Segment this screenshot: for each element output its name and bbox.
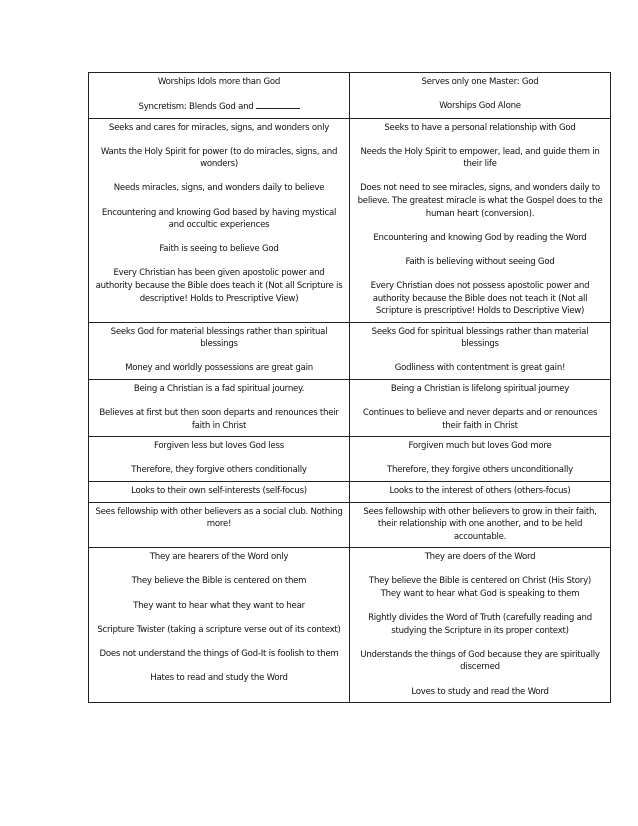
table-row (89, 502, 611, 548)
cell-text: Scripture Twister (taking a scripture verse out of its context) (97, 624, 341, 635)
cell-text: Loves to study and read the Word (411, 686, 549, 697)
cell-text: Continues to believe and never departs and or renounces their faith in Christ (362, 408, 598, 431)
left-cell (89, 118, 350, 322)
table-row (89, 73, 611, 119)
table-row (89, 481, 611, 502)
cell-text: Does not understand the things of God-It is foolish to them (99, 648, 339, 659)
cell-text: Money and worldly possessions are great gain (125, 363, 313, 374)
table-row (89, 548, 611, 703)
cell-text: They are hearers of the Word only (149, 552, 289, 563)
cell-text: Forgiven much but loves God more (408, 441, 552, 452)
cell-text: Every Christian does not possess apostolic power and authority because the Bible does not teach it (Not all Scripture is prescriptive! Holds to Descriptive View) (370, 280, 590, 317)
cell-text: Encountering and knowing God based by having mystical and occultic experiences (101, 207, 337, 231)
left-cell (89, 548, 350, 703)
left-cell (89, 73, 350, 119)
cell-text: Every Christian has been given apostolic power and authority because the Bible does teach it (Not all Scripture is descriptive! Holds to Prescriptive View) (95, 268, 343, 304)
cell-text: Therefore, they forgive others unconditionally (387, 465, 573, 476)
cell-text: They believe the Bible is centered on Christ (His Story) (368, 576, 592, 587)
cell-text: Faith is seeing to believe God (159, 244, 279, 255)
comparison-table (88, 72, 611, 703)
right-cell (350, 437, 611, 482)
right-cell (350, 502, 611, 548)
cell-text: Being a Christian is a fad spiritual journey. (133, 384, 305, 394)
cell-text: Needs the Holy Spirit to empower, lead, and guide them in their life (360, 146, 600, 170)
cell-text: Does not need to see miracles, signs, and wonders daily to believe. The greatest miracle is what the Gospel does to the human heart (conversion). (357, 183, 603, 219)
cell-text: Wants the Holy Spirit for power (to do miracles, signs, and wonders) (100, 146, 338, 170)
right-cell (350, 548, 611, 703)
right-cell (350, 118, 611, 322)
left-cell (89, 437, 350, 482)
cell-text: Worships God Alone (439, 101, 521, 112)
cell-text: Therefore, they forgive others conditionally (131, 465, 307, 476)
left-cell (89, 502, 350, 548)
table-row (89, 118, 611, 322)
cell-text: Looks to their own self-interests (self-focus) (131, 485, 307, 496)
cell-text: Forgiven less but loves God less (154, 441, 284, 452)
right-cell (350, 380, 611, 437)
table-row (89, 380, 611, 437)
cell-text: They want to hear what they want to hear (133, 600, 305, 611)
cell-text-with-blank (94, 100, 344, 114)
cell-text: Believes at first but then soon departs and renounces their faith in Christ (99, 408, 339, 431)
cell-text: Encountering and knowing God by reading the Word (373, 232, 587, 243)
table-row (89, 322, 611, 379)
cell-text: Seeks and cares for miracles, signs, and wonders only (108, 122, 330, 133)
cell-text: They want to hear what God is speaking to them (380, 589, 580, 600)
cell-text: Looks to the interest of others (others-focus) (389, 485, 571, 496)
cell-text: Worships Idols more than God (157, 77, 281, 87)
fill-in-blank-line (256, 100, 300, 109)
cell-text: They are doers of the Word (424, 552, 536, 563)
cell-text: Faith is believing without seeing God (405, 256, 555, 267)
right-cell (350, 73, 611, 119)
cell-text: They believe the Bible is centered on them (131, 576, 307, 587)
cell-text: Serves only one Master: God (421, 77, 539, 87)
cell-text: Syncretism: Blends God and (138, 102, 254, 113)
left-cell (89, 380, 350, 437)
cell-text: Needs miracles, signs, and wonders daily to believe (113, 183, 325, 194)
cell-text: Hates to read and study the Word (150, 672, 288, 683)
left-cell (89, 322, 350, 379)
cell-text: Seeks God for material blessings rather than spiritual blessings (110, 326, 328, 350)
left-cell (89, 481, 350, 502)
cell-text: Rightly divides the Word of Truth (carefully reading and studying the Scripture in its proper context) (368, 613, 592, 636)
right-cell (350, 322, 611, 379)
cell-text: Seeks God for spiritual blessings rather than material blessings (371, 326, 589, 350)
right-cell (350, 481, 611, 502)
cell-text: Sees fellowship with other believers to grow in their faith, their relationship with one another, and to be held accountable. (363, 506, 597, 542)
cell-text: Sees fellowship with other believers as a social club. Nothing more! (95, 506, 343, 530)
cell-text: Seeks to have a personal relationship with God (384, 122, 576, 133)
cell-text: Understands the things of God because they are spiritually discerned (360, 649, 600, 673)
cell-text: Godliness with contentment is great gain! (394, 363, 566, 374)
table-row (89, 437, 611, 482)
cell-text: Being a Christian is lifelong spiritual journey (390, 384, 570, 394)
